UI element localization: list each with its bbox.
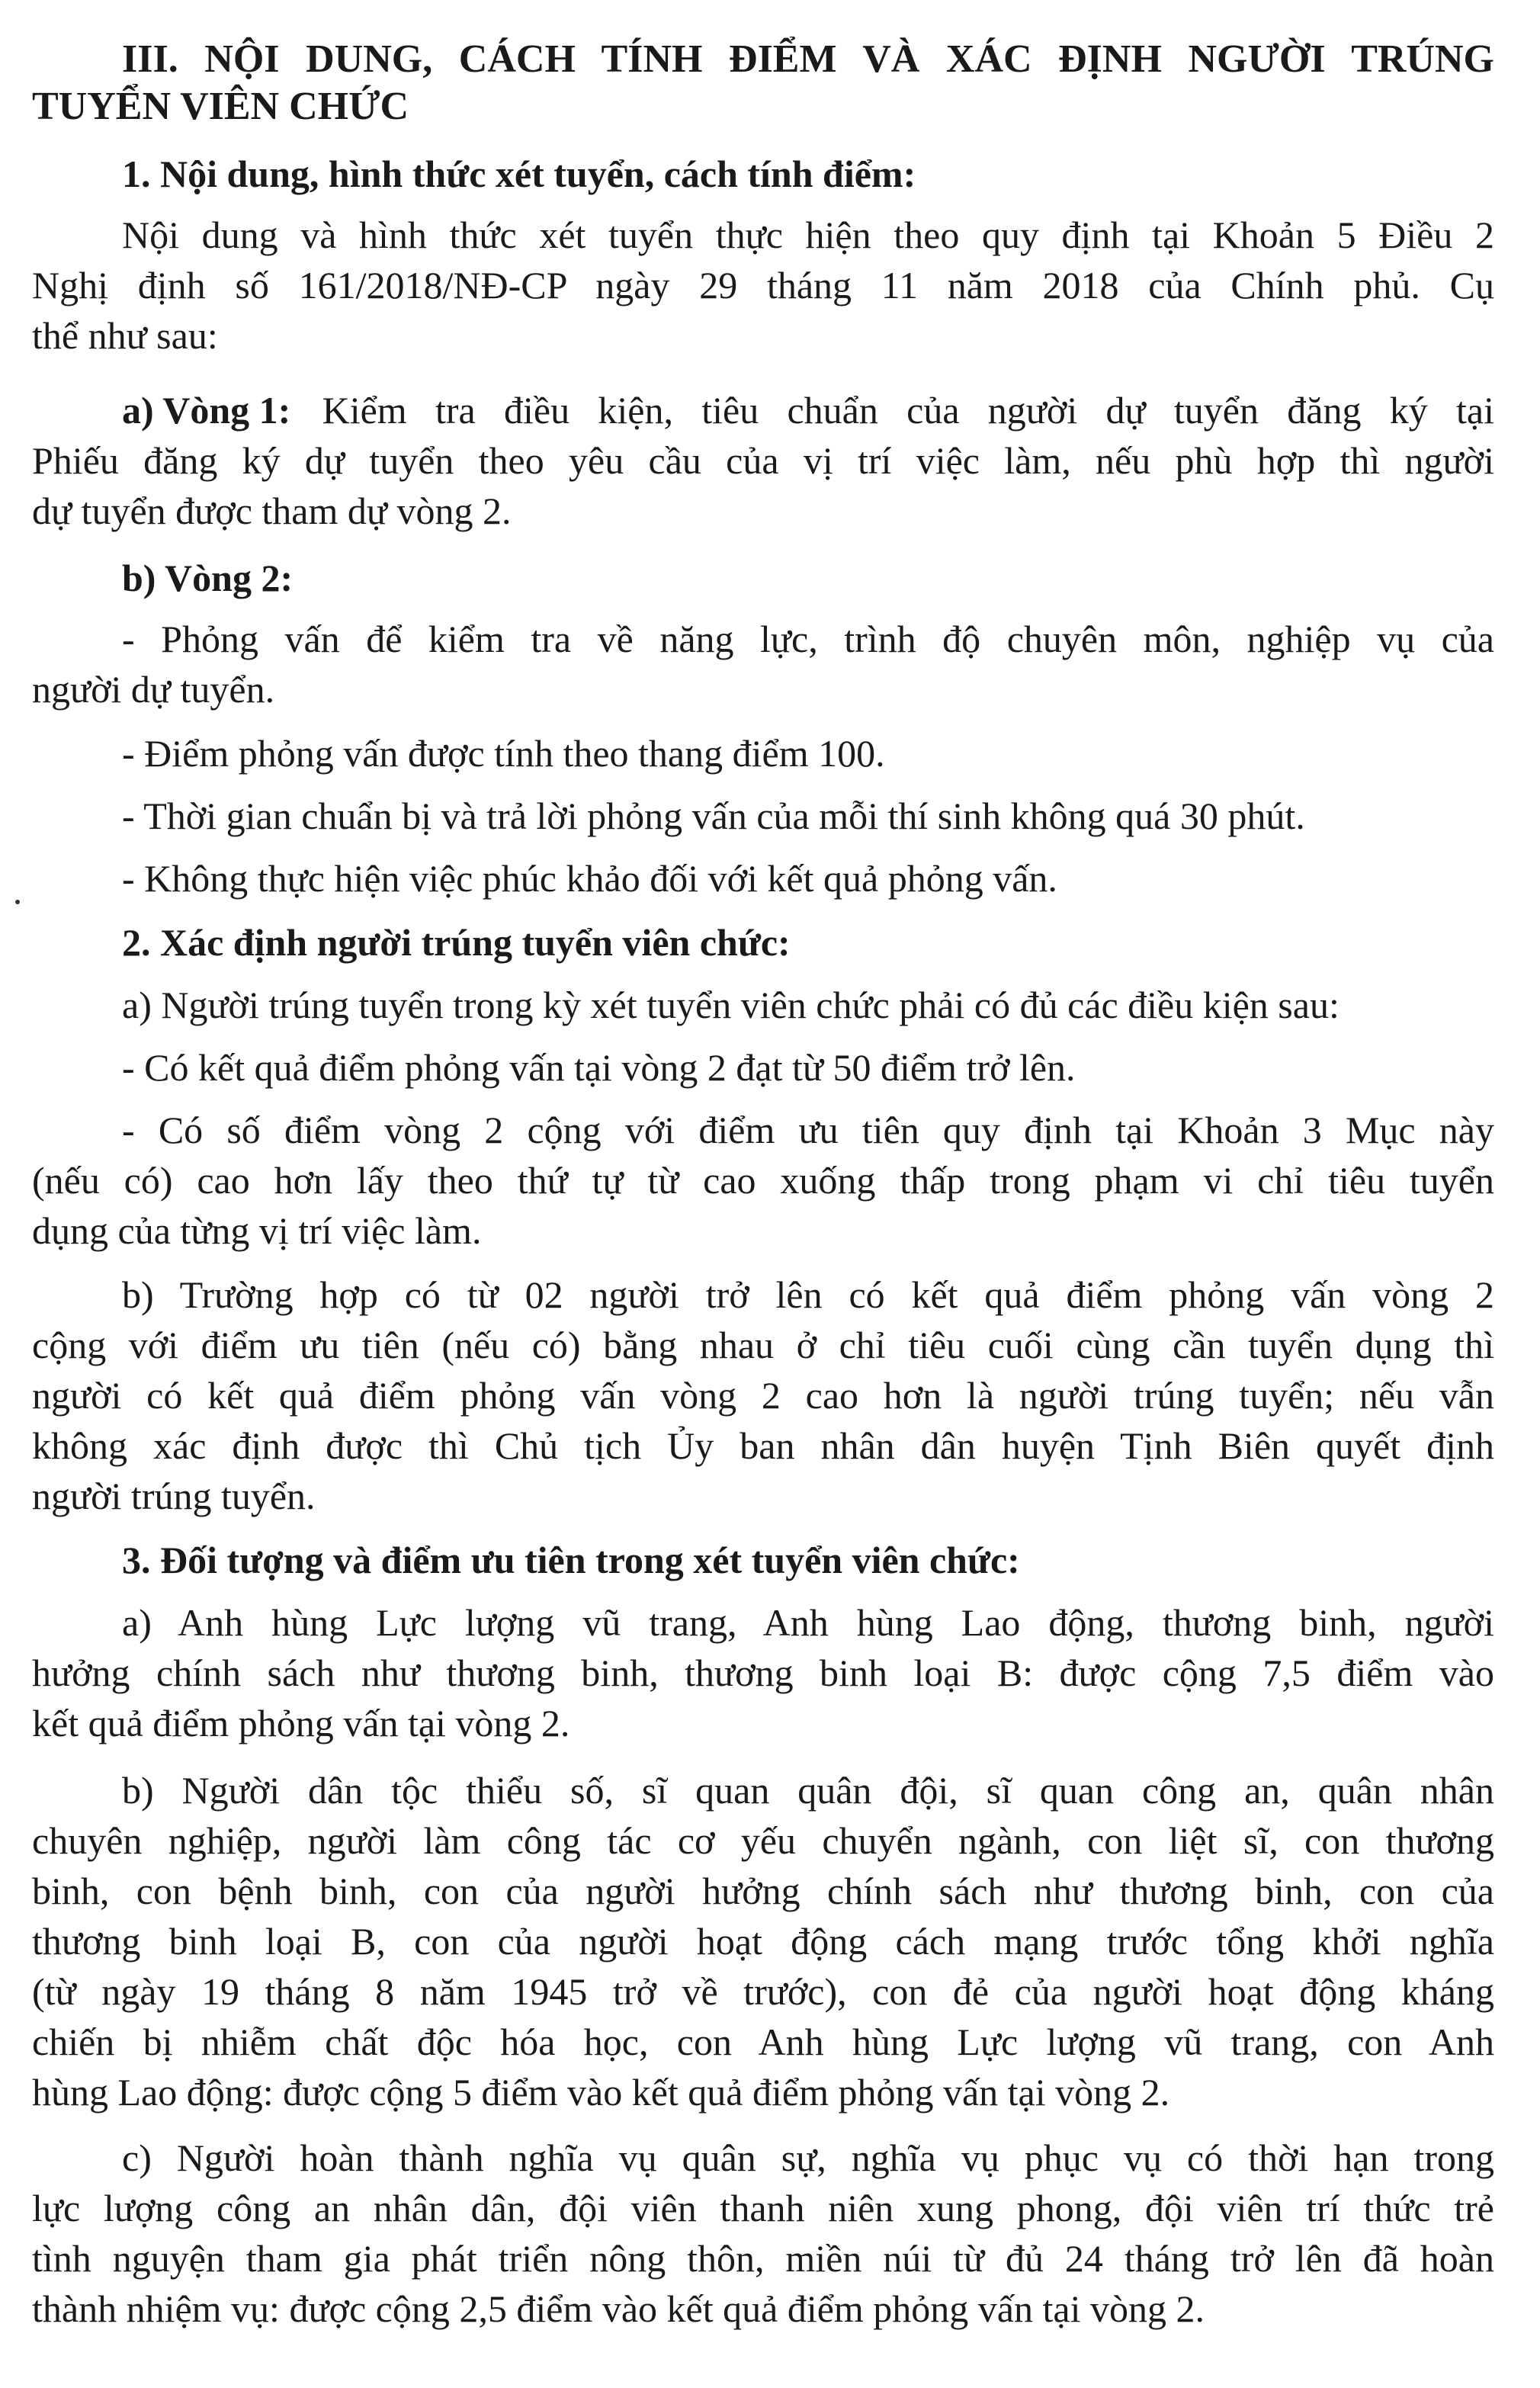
list-item: - Phỏng vấn để kiểm tra về năng lực, trình độ chuyên môn, nghiệp vụ của [122,618,1494,660]
paragraph-line: Nội dung và hình thức xét tuyển thực hiện theo quy định tại Khoản 5 Điều 2 [122,213,1494,256]
paragraph-line: kết quả điểm phỏng vấn tại vòng 2. [32,1702,570,1744]
paragraph-line: a) Anh hùng Lực lượng vũ trang, Anh hùng Lao động, thương binh, người [122,1601,1494,1644]
subsection-1-title: 1. Nội dung, hình thức xét tuyển, cách tính điểm: [122,152,916,195]
list-item: - Không thực hiện việc phúc khảo đối với kết quả phỏng vấn. [122,857,1057,900]
list-item: - Điểm phỏng vấn được tính theo thang điểm 100. [122,732,885,775]
paragraph-line: tình nguyện tham gia phát triển nông thôn, miền núi từ đủ 24 tháng trở lên đã hoàn [32,2237,1494,2280]
paragraph-line: dự tuyển được tham dự vòng 2. [32,489,512,532]
paragraph-line: thương binh loại B, con của người hoạt động cách mạng trước tổng khởi nghĩa [32,1920,1494,1963]
round-1-label: a) Vòng 1: [122,389,291,432]
paragraph-line: lực lượng công an nhân dân, đội viên thanh niên xung phong, đội viên trí thức trẻ [32,2187,1494,2229]
paragraph-line: người trúng tuyển. [32,1475,316,1517]
paragraph-line: b) Trường hợp có từ 02 người trở lên có kết quả điểm phỏng vấn vòng 2 [122,1273,1494,1316]
paragraph-line: (nếu có) cao hơn lấy theo thứ tự từ cao xuống thấp trong phạm vi chỉ tiêu tuyển [32,1159,1494,1202]
paragraph-line: người có kết quả điểm phỏng vấn vòng 2 cao hơn là người trúng tuyển; nếu vẫn [32,1374,1494,1417]
subsection-3-title: 3. Đối tượng và điểm ưu tiên trong xét tuyển viên chức: [122,1539,1020,1581]
section-heading-line-1: III. NỘI DUNG, CÁCH TÍNH ĐIỂM VÀ XÁC ĐỊNH NGƯỜI TRÚNG [122,37,1494,81]
list-item: người dự tuyển. [32,668,275,711]
paragraph-line: (từ ngày 19 tháng 8 năm 1945 trở về trước), con đẻ của người hoạt động kháng [32,1970,1494,2013]
paragraph-line: dụng của từng vị trí việc làm. [32,1209,482,1252]
paragraph-line: hùng Lao động: được cộng 5 điểm vào kết quả điểm phỏng vấn tại vòng 2. [32,2071,1170,2114]
paragraph-line: b) Người dân tộc thiểu số, sĩ quan quân đội, sĩ quan công an, quân nhân [122,1769,1494,1812]
paragraph-line: a) Người trúng tuyển trong kỳ xét tuyển viên chức phải có đủ các điều kiện sau: [122,984,1339,1026]
paragraph-line: binh, con bệnh binh, con của người hưởng chính sách như thương binh, con của [32,1870,1494,1912]
paragraph-line: cộng với điểm ưu tiên (nếu có) bằng nhau ở chỉ tiêu cuối cùng cần tuyển dụng thì [32,1324,1494,1366]
paragraph-line: thể như sau: [32,314,218,357]
paragraph-line: Phiếu đăng ký dự tuyển theo yêu cầu của vị trí việc làm, nếu phù hợp thì người [32,439,1494,482]
list-item: - Có kết quả điểm phỏng vấn tại vòng 2 đạt từ 50 điểm trở lên. [122,1046,1076,1089]
paragraph-line: hưởng chính sách như thương binh, thương binh loại B: được cộng 7,5 điểm vào [32,1651,1494,1694]
round-1-line [122,387,1494,435]
paragraph-line: không xác định được thì Chủ tịch Ủy ban nhân dân huyện Tịnh Biên quyết định [32,1424,1494,1467]
list-item: - Thời gian chuẩn bị và trả lời phỏng vấn của mỗi thí sinh không quá 30 phút. [122,794,1305,837]
round-2-label: b) Vòng 2: [122,557,294,599]
scan-mark [15,900,20,904]
paragraph-line: c) Người hoàn thành nghĩa vụ quân sự, nghĩa vụ phục vụ có thời hạn trong [122,2136,1494,2179]
subsection-2-title: 2. Xác định người trúng tuyển viên chức: [122,921,791,964]
paragraph-line: chiến bị nhiễm chất độc hóa học, con Anh hùng Lực lượng vũ trang, con Anh [32,2020,1494,2063]
paragraph-line: chuyên nghiệp, người làm công tác cơ yếu chuyển ngành, con liệt sĩ, con thương [32,1819,1494,1862]
round-1-text: Kiểm tra điều kiện, tiêu chuẩn của người dự tuyển đăng ký tại [294,389,1494,432]
paragraph-line: Nghị định số 161/2018/NĐ-CP ngày 29 tháng 11 năm 2018 của Chính phủ. Cụ [32,264,1494,307]
section-heading-line-2: TUYỂN VIÊN CHỨC [32,85,409,128]
list-item: - Có số điểm vòng 2 cộng với điểm ưu tiên quy định tại Khoản 3 Mục này [122,1109,1494,1151]
paragraph-line: thành nhiệm vụ: được cộng 2,5 điểm vào kết quả điểm phỏng vấn tại vòng 2. [32,2287,1205,2330]
